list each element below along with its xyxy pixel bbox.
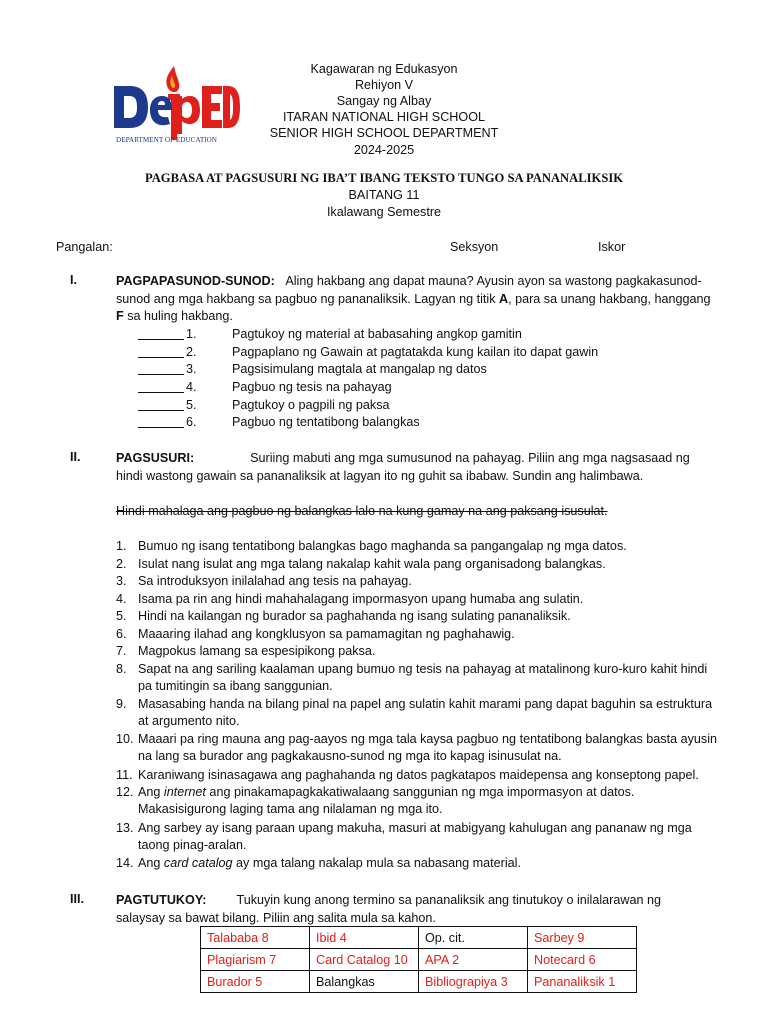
- part2-title: PAGSUSURI:: [116, 451, 195, 465]
- term-cell: Balangkas: [310, 971, 419, 993]
- term-cell: Card Catalog 10: [310, 949, 419, 971]
- item-text-post: ang pinakamapagkakatiwalaang sanggunian ng mga impormasyon at datos. Makasisigurong laging tama ang nilalaman ng mga ito.: [138, 785, 635, 817]
- item-number: 6.: [186, 415, 197, 429]
- item-number: 12.: [116, 785, 134, 799]
- part2-example: Hindi mahalaga ang pagbuo ng balangkas lalo na kung gamay na ang paksang isusulat.: [116, 504, 608, 518]
- answer-blank[interactable]: [138, 344, 184, 358]
- term-cell: Ibid 4: [310, 927, 419, 949]
- term-row: [201, 971, 637, 993]
- item-body: [138, 626, 720, 643]
- name-label: Pangalan:: [56, 240, 113, 254]
- school-year: 2024-2025: [353, 143, 415, 157]
- part1-instructions: [116, 273, 720, 326]
- term-cell: Sarbey 9: [528, 927, 637, 949]
- item-text: Isama pa rin ang hindi mahahalagang impormasyon upang humaba ang sulatin.: [138, 592, 584, 606]
- answer-blank[interactable]: [138, 414, 184, 428]
- item-text: Pagtukoy ng material at babasahing angkop gamitin: [232, 327, 522, 341]
- item-number: 4.: [186, 380, 197, 394]
- term-row: [201, 927, 637, 949]
- item-body: [138, 608, 720, 625]
- item-body: [138, 696, 720, 731]
- item-text: Ang sarbey ay isang paraan upang makuha, masuri at mabigyang kahulugan ang pananaw ng mga taong pinag-aralan.: [138, 821, 692, 853]
- part3-title: PAGTUTUKOY:: [116, 893, 207, 907]
- item-number: 14.: [116, 856, 134, 870]
- item-body: [138, 591, 720, 608]
- semester: Ikalawang Semestre: [326, 205, 442, 219]
- item-number: 1.: [186, 327, 197, 341]
- item-text: Masasabing handa na bilang pinal na papel ang sulatin kahit marami pang dapat baguhin sa estruktura at argumento nito.: [138, 697, 713, 729]
- part2-instr-b: hindi wastong gawain sa pananaliksik at lagyan ito ng guhit sa ibabaw. Sundin ang halimbawa.: [116, 468, 644, 483]
- item-text: Pagpaplano ng Gawain at pagtatakda kung kailan ito dapat gawin: [232, 345, 599, 359]
- part1-title: PAGPAPASUNOD-SUNOD:: [116, 274, 275, 288]
- school-name: ITARAN NATIONAL HIGH SCHOOL: [283, 110, 485, 124]
- term-box: [200, 926, 637, 993]
- item-text: Maaaring ilahad ang kongklusyon sa pamamagitan ng paghahawig.: [138, 627, 515, 641]
- department-name: SENIOR HIGH SCHOOL DEPARTMENT: [269, 126, 499, 140]
- part2-instructions: [116, 450, 720, 485]
- item-text: Pagsisimulang magtala at mangalap ng datos: [232, 362, 487, 376]
- item-number: 8.: [116, 662, 127, 676]
- term-cell: APA 2: [419, 949, 528, 971]
- item-number: 6.: [116, 627, 127, 641]
- header-line2: Rehiyon V: [354, 78, 414, 92]
- item-body: [138, 538, 720, 555]
- part1-letter-a: A: [499, 291, 509, 306]
- part3-instructions: [116, 892, 720, 927]
- item-body: [138, 855, 720, 872]
- item-text: Karaniwang isinasagawa ang paghahanda ng datos pagkatapos maidepensa ang konseptong papel.: [138, 768, 699, 782]
- answer-blank[interactable]: [138, 397, 184, 411]
- item-body: [138, 767, 720, 784]
- item-number: 3.: [116, 574, 127, 588]
- header-line1: Kagawaran ng Edukasyon: [310, 62, 458, 76]
- item-text: Hindi na kailangan ng burador sa paghahanda ng isang sulating pananaliksik.: [138, 609, 571, 623]
- term-cell: Notecard 6: [528, 949, 637, 971]
- term-cell: Bibliograpiya 3: [419, 971, 528, 993]
- item-text-pre: Ang: [138, 785, 164, 799]
- item-number: 5.: [116, 609, 127, 623]
- item-text-em: card catalog: [163, 856, 233, 870]
- item-text: Magpokus lamang sa espesipikong paksa.: [138, 644, 376, 658]
- part1-roman: I.: [70, 273, 77, 287]
- item-number: 2.: [186, 345, 197, 359]
- item-number: 13.: [116, 821, 134, 835]
- part1-letter-f: F: [116, 309, 124, 324]
- answer-blank[interactable]: [138, 326, 184, 340]
- header-line3: Sangay ng Albay: [336, 94, 432, 108]
- item-text: Bumuo ng isang tentatibong balangkas bago maghanda sa pangangalap ng mga datos.: [138, 539, 627, 553]
- item-body: [138, 573, 720, 590]
- part1-instr-a: Aling hakbang ang dapat mauna? Ayusin ayon sa wastong pagkakasunod-sunod ang mga hakbang sa pagbuo ng pananaliksik. Lagyan ng titik: [116, 274, 702, 306]
- item-number: 10.: [116, 732, 134, 746]
- grade-level: BAITANG 11: [348, 188, 420, 202]
- term-row: [201, 949, 637, 971]
- part2-roman: II.: [70, 450, 81, 464]
- part1-instr-c: sa huling hakbang.: [123, 309, 233, 324]
- item-text: Sa introduksyon inilalahad ang tesis na pahayag.: [138, 574, 412, 588]
- item-number: 4.: [116, 592, 127, 606]
- part3-roman: III.: [70, 892, 84, 906]
- item-number: 11.: [116, 768, 133, 782]
- section-label: Seksyon: [450, 240, 499, 254]
- item-text: Isulat nang isulat ang mga talang nakalap kahit wala pang organisadong balangkas.: [138, 557, 606, 571]
- item-number: 5.: [186, 398, 197, 412]
- item-text: Pagbuo ng tentatibong balangkas: [232, 415, 420, 429]
- item-number: 3.: [186, 362, 197, 376]
- term-cell: Pananaliksik 1: [528, 971, 637, 993]
- item-text: Pagbuo ng tesis na pahayag: [232, 380, 392, 394]
- item-text-post: ay mga talang nakalap mula sa nabasang material.: [232, 856, 521, 870]
- term-cell: Op. cit.: [419, 927, 528, 949]
- answer-blank[interactable]: [138, 379, 184, 393]
- item-number: 7.: [116, 644, 127, 658]
- item-number: 1.: [116, 539, 127, 553]
- item-number: 2.: [116, 557, 127, 571]
- part3-instr-b: salaysay sa bawat bilang. Piliin ang salita mula sa kahon.: [116, 910, 436, 925]
- item-body: [138, 731, 720, 766]
- logo-subtext: DEPARTMENT OF EDUCATION: [116, 136, 217, 144]
- student-info-row: [56, 240, 716, 256]
- item-body: [138, 643, 720, 660]
- item-text: Sapat na ang sariling kaalaman upang bumuo ng tesis na pahayag at matalinong kuro-kuro kahit hindi pa tumitingin sa ibang sanggunian.: [138, 662, 708, 694]
- subject-title: PAGBASA AT PAGSUSURI NG IBA’T IBANG TEKSTO TUNGO SA PANANALIKSIK: [144, 171, 624, 185]
- term-cell: Talababa 8: [201, 927, 310, 949]
- score-label: Iskor: [598, 240, 626, 254]
- item-number: 9.: [116, 697, 127, 711]
- term-cell: Burador 5: [201, 971, 310, 993]
- item-body: [138, 556, 720, 573]
- item-body: [138, 661, 720, 696]
- item-text: Maaari pa ring mauna ang pag-aayos ng mga tala kaysa pagbuo ng tentatibong balangkas basta ayusin na lang sa burador ang pagkakausno-sunod ng mga ito kapag isinusulat na.: [138, 732, 718, 764]
- part2-instr-a: Suriing mabuti ang mga sumusunod na pahayag. Piliin ang mga nagsasaad ng: [250, 451, 690, 465]
- item-body: [138, 820, 720, 855]
- answer-blank[interactable]: [138, 361, 184, 375]
- term-cell: Plagiarism 7: [201, 949, 310, 971]
- item-text: Pagtukoy o pagpili ng paksa: [232, 398, 390, 412]
- part1-instr-b: , para sa unang hakbang, hanggang: [508, 291, 711, 306]
- part3-instr-a: Tukuyin kung anong termino sa pananaliksik ang tinutukoy o inilalarawan ng: [236, 893, 661, 907]
- item-text-pre: Ang: [138, 856, 164, 870]
- item-text-em: internet: [163, 785, 206, 799]
- item-body: [138, 784, 720, 819]
